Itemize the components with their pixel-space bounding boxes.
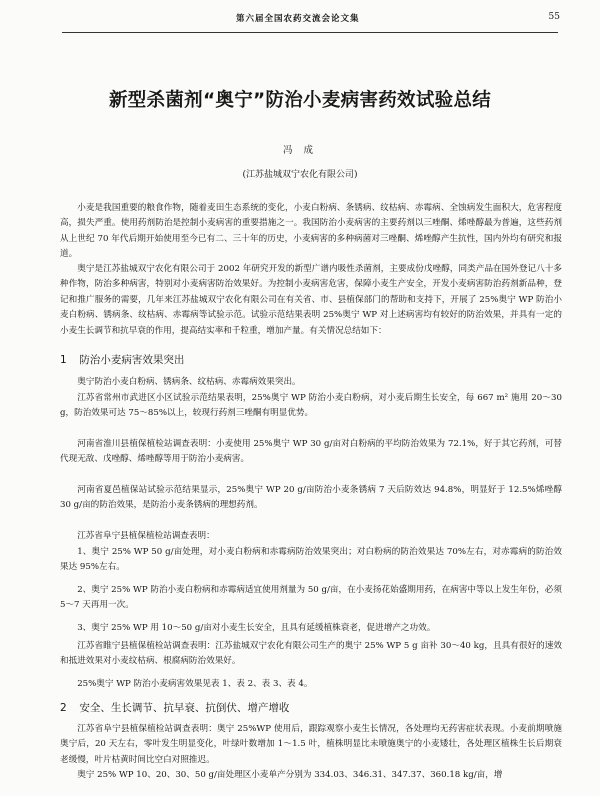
intro-paragraph-2: 奥宁是江苏盐城双宁农化有限公司于 2002 年研究开发的新型广谱内吸性杀菌剂，主要成份戊唑醇，同类产品在国外登记八十多种作物，防治多种病害，特别对小麦病害防治效果好。为控制小麦病害危害，保障小麦生产安全，开发小麦病害防治药剂新品种，登记和推广服务的需要，几年来江苏盐城双宁农化有限公司在有关省、市、县植保部门的帮助和支持下，开展了 25%奥宁 WP 防治小麦白粉病、锈病条、纹枯病、赤霉病等试验示范。试验示范结果表明 25%奥宁 WP 对上述病害均有较好的防治效果，并具有一定的小麦生长调节和抗早衰的作用，提高结实率和千粒重，增加产量。有关情况总结如下： — [60, 264, 562, 336]
section-1-paragraph: 江苏省常州市武进区小区试验示范结果表明，25%奥宁 WP 防治小麦白粉病，对小麦后期生长安全，每 667 m² 施用 20～30 g，防治效果可达 75～85%以上，较现行药剂三唑酮有明显优势。 — [60, 393, 562, 419]
section-2-heading — [60, 700, 560, 715]
section-1-number: 1 — [60, 354, 67, 366]
section-1-title: 防治小麦病害效果突出 — [79, 354, 185, 366]
section-1-paragraph: 奥宁防治小麦白粉病、锈病条、纹枯病、赤霉病效果突出。 — [77, 377, 301, 387]
author: 冯 成 — [282, 145, 318, 156]
article-title: 新型杀菌剂“奥宁”防治小麦病害药效试验总结 — [108, 90, 492, 111]
intro-paragraph-1: 小麦是我国重要的粮食作物，随着麦田生态系统的变化，小麦白粉病、条锈病、纹枯病、赤霉病、全蚀病发生面积大，危害程度高，损失严重。使用药剂防治是控制小麦病害的重要措施之一。我国防治小麦病害的主要药剂以三唑酮、烯唑醇最为普遍，这些药剂从上世纪 70 年代后期开始使用至今已有二、三十年的历史，小麦病害的多种病菌对三唑酮、烯唑醇产生抗性，国内外均有研究和报道。 — [60, 203, 562, 260]
section-1-list-item: 1、奥宁 25% WP 50 g/亩处理，对小麦白粉病和赤霉病防治效果突出；对白粉病的防治效果达 70%左右，对赤霉病的防治效果达 95%左右。 — [60, 547, 562, 573]
header-rule — [62, 32, 558, 33]
section-2-title: 安全、生长调节、抗早衰、抗倒伏、增产增收 — [79, 702, 290, 714]
section-1-paragraph: 江苏省睢宁县植保植检站调查表明：江苏盐城双宁农化有限公司生产的奥宁 25% WP 5 g 亩补 30～40 kg，且具有很好的速效和抵进效果对小麦纹枯病、根腐病防治效果好。 — [60, 641, 562, 667]
section-2-number: 2 — [60, 702, 67, 714]
section-1-paragraph: 江苏省阜宁县植保植检站调查表明： — [77, 531, 215, 541]
page-number: 55 — [548, 12, 560, 22]
section-1-paragraph: 河南省夏邑植保站试验示范结果显示，25%奥宁 WP 20 g/亩防治小麦条锈病 7 天后防效达 94.8%，明显好于 12.5%烯唑醇 30 g/亩的防治效果，是防治小麦条锈病的理想药剂。 — [60, 485, 562, 511]
section-2-paragraph: 江苏省阜宁县植保植检站调查表明：奥宁 25%WP 使用后，跟踪观察小麦生长情况，各处理均无药害症状表现。小麦前期喷施奥宁后，20 天左右，零叶发生明显变化，叶绿叶数增加 1～1.5 叶，植株明显比未喷施奥宁的小麦矮壮，各处理区植株生长后期衰老缓慢，叶片枯黄时间比空白对照推迟。 — [60, 724, 562, 765]
affiliation: (江苏盐城双宁农化有限公司) — [242, 170, 358, 180]
section-1-paragraph: 25%奥宁 WP 防治小麦病害效果见表 1、表 2、表 3、表 4。 — [77, 679, 313, 689]
section-2-paragraph: 奥宁 25% WP 10、20、30、50 g/亩处理区小麦单产分别为 334.03、346.31、347.37、360.18 kg/亩，增 — [77, 770, 503, 780]
section-1-paragraph: 河南省淮川县植保植检站调查表明：小麦使用 25%奥宁 WP 30 g/亩对白粉病的平均防治效果为 72.1%，好于其它药剂，可替代现无敌、戊唑醇、烯唑醇等用于防治小麦病害。 — [60, 439, 562, 465]
section-1-list-item: 2、奥宁 25% WP 防治小麦白粉病和赤霉病适宜使用剂量为 50 g/亩，在小麦扬花始盛期用药，在病害中等以上发生年份，必须 5～7 天再用一次。 — [60, 585, 562, 611]
running-head: 第六届全国农药交流会论文集 — [236, 14, 360, 24]
section-1-heading — [60, 352, 560, 367]
section-1-list-item: 3、奥宁 25% WP 用 10～50 g/亩对小麦生长安全，且具有延缓植株衰老，促进增产之功效。 — [77, 623, 436, 633]
